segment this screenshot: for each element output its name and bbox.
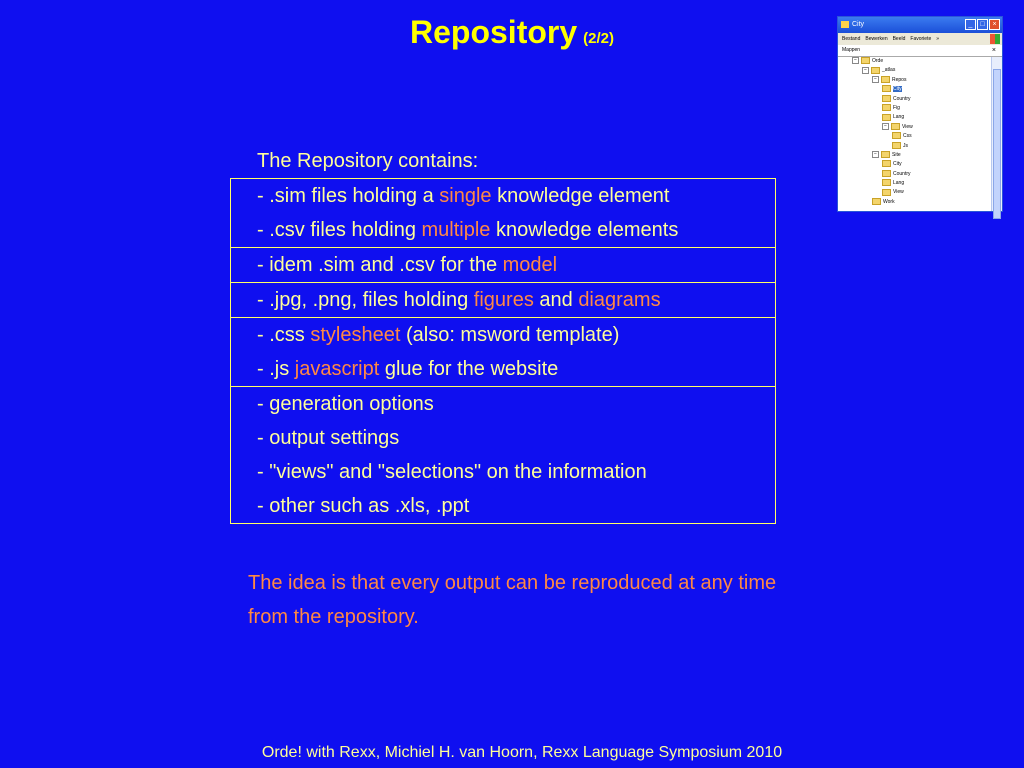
folder-icon <box>841 21 849 28</box>
tree-node-label: View <box>893 189 904 196</box>
line-text: - .jpg, .png, files holding <box>257 289 474 311</box>
minimize-button: _ <box>965 19 976 30</box>
explorer-titlebar <box>838 17 1002 33</box>
folder-icon <box>891 123 900 130</box>
line-text: - idem .sim and .csv for the <box>257 254 503 276</box>
tree-node <box>838 123 992 132</box>
line-text: (also: msword template) <box>400 324 620 346</box>
folder-icon <box>881 151 890 158</box>
content-group <box>230 386 776 524</box>
tree-node <box>838 76 992 85</box>
explorer-menubar <box>838 33 1002 45</box>
folder-tree <box>838 57 992 211</box>
collapse-icon: − <box>852 57 859 64</box>
line-text: - .js <box>257 358 295 380</box>
tree-node <box>838 170 992 179</box>
line-text: and <box>533 289 579 311</box>
highlight-term: stylesheet <box>310 324 401 346</box>
content-line <box>257 455 775 489</box>
highlight-term: figures <box>473 289 534 311</box>
content-line <box>257 248 775 282</box>
collapse-icon: − <box>872 76 879 83</box>
content-line <box>257 179 775 213</box>
explorer-title: City <box>852 21 865 28</box>
content-line <box>257 283 775 317</box>
tree-node-label: Fig <box>893 104 900 111</box>
tree-node-label: Site <box>892 151 901 158</box>
footer-text: Orde! with Rexx, Michiel H. van Hoorn, Rexx Language Symposium 2010 <box>261 744 783 761</box>
tree-node-label: Orde <box>872 58 884 64</box>
line-text: knowledge element <box>491 185 670 207</box>
folder-icon <box>881 76 890 83</box>
tree-node <box>838 113 992 122</box>
line-text: - .css <box>257 324 311 346</box>
content-line <box>257 213 775 247</box>
tree-node <box>838 151 992 160</box>
collapse-icon: − <box>872 151 879 158</box>
folder-icon <box>882 179 891 186</box>
content-group <box>230 282 776 318</box>
line-text: - other such as .xls, .ppt <box>257 495 470 517</box>
tree-node <box>838 85 992 94</box>
line-text: - .csv files holding <box>257 219 422 241</box>
line-text: - .sim files holding a <box>257 185 440 207</box>
folder-icon <box>871 67 880 74</box>
content-group <box>230 178 776 248</box>
line-text: glue for the website <box>379 358 559 380</box>
intro-text: The Repository contains: <box>257 150 479 172</box>
tree-node-label: _atlas <box>882 67 896 74</box>
highlight-term: diagrams <box>578 289 661 311</box>
content-line <box>257 489 775 523</box>
tree-node-label: Lang <box>893 114 905 121</box>
content-line <box>257 421 775 455</box>
tree-node <box>838 142 992 151</box>
folder-icon <box>882 114 891 121</box>
tree-node-label: Css <box>903 133 912 140</box>
line-text: knowledge elements <box>490 219 679 241</box>
title-suffix: (2/2) <box>583 30 614 47</box>
explorer-menu-item: Bestand <box>842 36 861 42</box>
tree-node-label: Lang <box>893 180 905 187</box>
tree-node-label: Country <box>893 170 911 177</box>
folder-icon <box>882 95 891 102</box>
folder-icon <box>882 160 891 167</box>
tree-node-label: Country <box>893 95 911 102</box>
tree-node-label: City <box>893 86 902 93</box>
tree-node-label: Js <box>903 142 908 149</box>
tree-node <box>838 95 992 104</box>
tree-node <box>838 132 992 141</box>
line-text: - generation options <box>257 393 434 415</box>
repository-contents-table <box>230 179 776 524</box>
tree-node <box>838 66 992 75</box>
collapse-icon: − <box>862 67 869 74</box>
tree-node <box>838 198 992 207</box>
folder-icon <box>882 170 891 177</box>
maximize-button: □ <box>977 19 988 30</box>
explorer-menu-item: Favoriete <box>910 36 932 42</box>
highlight-term: javascript <box>294 358 380 380</box>
content-line <box>257 352 775 386</box>
content-line <box>257 387 775 421</box>
tree-node <box>838 104 992 113</box>
content-group <box>230 317 776 387</box>
folder-icon <box>861 57 870 64</box>
highlight-term: multiple <box>421 219 491 241</box>
line-text: - output settings <box>257 427 400 449</box>
tree-node <box>838 57 992 66</box>
folder-icon <box>882 85 891 92</box>
highlight-term: model <box>502 254 558 276</box>
tree-node-label: City <box>893 161 902 168</box>
explorer-menu-item: Bewerken <box>865 36 888 42</box>
explorer-menu-item: Beeld <box>892 36 906 42</box>
line-text: - "views" and "selections" on the information <box>257 461 647 483</box>
folder-icon <box>882 189 891 196</box>
tree-node <box>838 160 992 169</box>
tree-node <box>838 179 992 188</box>
folder-icon <box>872 198 881 205</box>
window-buttons <box>965 19 1000 30</box>
content-line <box>257 318 775 352</box>
note-text: The idea is that every output can be reproduced at any time from the repository. <box>248 572 777 628</box>
close-button: × <box>989 19 1000 30</box>
title-text: Repository <box>410 14 578 50</box>
folder-icon <box>892 142 901 149</box>
folders-pane-header <box>838 45 1002 57</box>
windows-logo-icon <box>990 34 1000 44</box>
collapse-icon: − <box>882 123 889 130</box>
scrollbar-thumb <box>993 69 1001 219</box>
tree-node-label: Work <box>883 198 895 205</box>
folder-icon <box>882 104 891 111</box>
tree-node-label: View <box>902 123 913 130</box>
tree-node-label: Repos <box>892 76 907 83</box>
folder-icon <box>892 132 901 139</box>
content-group <box>230 247 776 283</box>
explorer-window-screenshot <box>837 16 1003 212</box>
pane-close-icon: × <box>991 47 996 54</box>
highlight-term: single <box>439 185 492 207</box>
tree-scrollbar <box>991 57 1002 211</box>
tree-node <box>838 188 992 197</box>
explorer-menu-item: » <box>936 36 940 42</box>
pane-header-label: Mappen <box>842 47 861 53</box>
